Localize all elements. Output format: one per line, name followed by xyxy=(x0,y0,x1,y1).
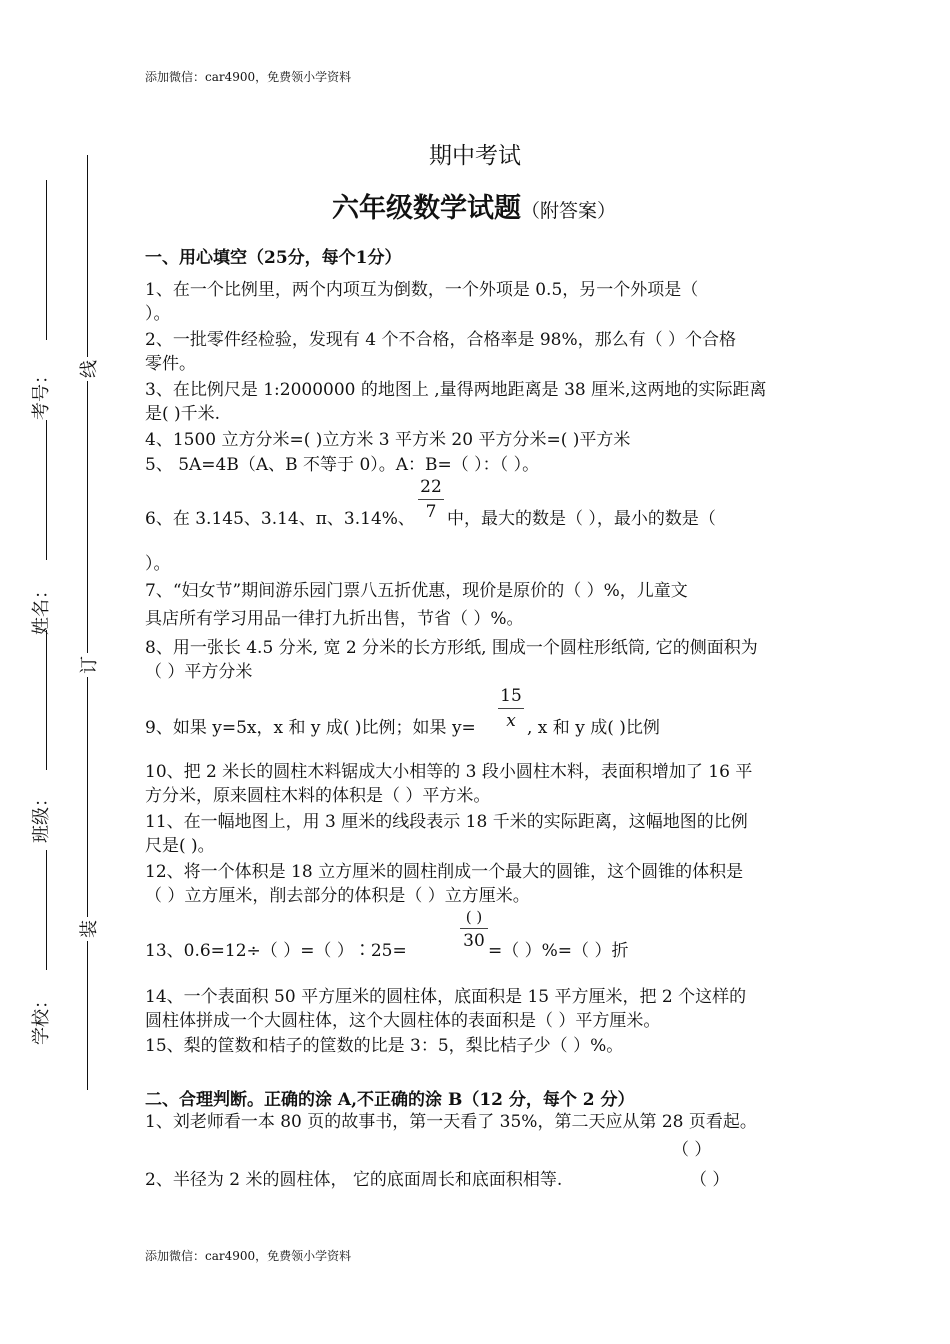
mark-ding: 订 xyxy=(75,653,101,677)
section1-heading: 一、用心填空（25分，每个1分） xyxy=(145,248,402,268)
q-line: 10、把 2 米长的圆柱木料锯成大小相等的 3 段小圆柱木料，表面积增加了 16 平 xyxy=(145,762,753,782)
fraction-den: x xyxy=(506,711,516,731)
label-xuexiao: 学校： xyxy=(31,991,52,1045)
question-1-6b: 中，最大的数是（ ），最小的数是（ xyxy=(447,509,716,529)
question-1-7 xyxy=(145,577,688,633)
question-1-13a: 13、0.6=12÷（ ）=（ ）∶25= xyxy=(145,941,407,961)
fraction-num: 15 xyxy=(500,686,522,706)
fraction-den: 30 xyxy=(463,931,485,951)
question-2-1: 1、刘老师看一本 80 页的故事书，第一天看了 35%，第二天应从第 28 页看起。 xyxy=(145,1112,757,1132)
question-1-3 xyxy=(145,378,767,426)
field-line-kaohao xyxy=(46,180,47,340)
fraction-num: ( ) xyxy=(465,908,483,926)
footer-note: 添加微信：car4900，免费领小学资料 xyxy=(145,1249,352,1263)
fraction-bar xyxy=(460,928,488,929)
question-1-11 xyxy=(145,810,748,858)
field-line-xingming xyxy=(46,420,47,560)
q-line: 方分米，原来圆柱木料的体积是（ ）平方米。 xyxy=(145,786,491,806)
question-1-12 xyxy=(145,860,743,908)
q-line: 具店所有学习用品一律打九折出售，节省（ ）%。 xyxy=(145,609,524,629)
q-line: 14、一个表面积 50 平方厘米的圆柱体，底面积是 15 平方厘米，把 2 个这样的 xyxy=(145,987,747,1007)
q-line: 尺是( )。 xyxy=(145,836,215,856)
question-1-6c: ）。 xyxy=(145,554,171,574)
header-note: 添加微信：car4900，免费领小学资料 xyxy=(145,70,352,84)
q-line: 1、在一个比例里，两个内项互为倒数，一个外项是 0.5，另一个外项是（ xyxy=(145,280,699,300)
fraction-bar xyxy=(418,499,444,500)
question-1-1 xyxy=(145,278,698,326)
field-line-xuexiao xyxy=(46,850,47,970)
question-1-14 xyxy=(145,985,746,1033)
field-line-banji xyxy=(46,630,47,770)
question-1-13b: =（ ）%=（ ）折 xyxy=(488,941,629,961)
subtitle-main: 六年级数学试题 xyxy=(332,193,521,224)
question-1-10 xyxy=(145,760,752,808)
q-line: 2、一批零件经检验，发现有 4 个不合格，合格率是 98%，那么有（ ）个合格 xyxy=(145,330,737,350)
fraction-22-7 xyxy=(418,477,444,522)
q-line: 3、在比例尺是 1:2000000 的地图上 ,量得两地距离是 38 厘米,这两地的实际距离 xyxy=(145,380,767,400)
fraction-num: 22 xyxy=(420,477,442,497)
q-line: 零件。 xyxy=(145,354,196,374)
q-line: （ ）立方厘米，削去部分的体积是（ ）立方厘米。 xyxy=(145,886,530,906)
mark-xian: 线 xyxy=(75,357,101,381)
question-1-15: 15、梨的筐数和桔子的筐数的比是 3：5，梨比桔子少（ ）%。 xyxy=(145,1036,624,1056)
q-line: 圆柱体拼成一个大圆柱体，这个大圆柱体的表面积是（ ）平方厘米。 xyxy=(145,1011,661,1031)
question-1-9a: 9、如果 y=5x，x 和 y 成( )比例；如果 y= xyxy=(145,718,476,738)
q-line: 12、将一个体积是 18 立方厘米的圆柱削成一个最大的圆锥，这个圆锥的体积是 xyxy=(145,862,744,882)
question-1-5: 5、 5A=4B（A、B 不等于 0）。A：B=（ ）：（ ）。 xyxy=(145,455,540,475)
q-line: ）。 xyxy=(145,304,171,324)
question-1-2 xyxy=(145,328,736,376)
fraction-15-x xyxy=(498,686,524,731)
answer-paren-2-2: （ ） xyxy=(690,1170,730,1190)
fraction-blank-30 xyxy=(460,908,488,951)
q-line: 是( )千米. xyxy=(145,404,221,424)
binding-line xyxy=(87,155,88,1090)
section2-heading: 二、合理判断。正确的涂 A,不正确的涂 B（12 分，每个 2 分） xyxy=(145,1090,635,1110)
q-line: （ ）平方分米 xyxy=(145,662,253,682)
label-kaohao: 考号： xyxy=(31,366,52,420)
fraction-bar xyxy=(498,708,524,709)
question-1-6a: 6、在 3.145、3.14、π、3.14%、 xyxy=(145,509,415,529)
label-xingming: 姓名： xyxy=(31,581,52,635)
label-banji: 班级： xyxy=(31,789,52,843)
fraction-den: 7 xyxy=(425,502,437,522)
question-1-8 xyxy=(145,636,758,684)
question-1-9b: , x 和 y 成( )比例 xyxy=(527,718,660,738)
question-2-2: 2、半径为 2 米的圆柱体， 它的底面周长和底面积相等. xyxy=(145,1170,563,1190)
q-line: 8、用一张长 4.5 分米, 宽 2 分米的长方形纸, 围成一个圆柱形纸筒, 它的侧面积为 xyxy=(145,638,758,658)
exam-title: 期中考试 xyxy=(429,143,521,169)
q-line: 7、“妇女节”期间游乐园门票八五折优惠，现价是原价的（ ）%，儿童文 xyxy=(145,581,688,601)
subtitle-suffix: （附答案） xyxy=(521,200,617,222)
answer-paren-2-1: （ ） xyxy=(672,1140,712,1160)
q-line: 11、在一幅地图上，用 3 厘米的线段表示 18 千米的实际距离，这幅地图的比例 xyxy=(145,812,748,832)
question-1-4: 4、1500 立方分米=( )立方米 3 平方米 20 平方分米=( )平方米 xyxy=(145,430,631,450)
exam-subtitle xyxy=(332,186,616,225)
mark-zhuang: 装 xyxy=(75,917,101,941)
